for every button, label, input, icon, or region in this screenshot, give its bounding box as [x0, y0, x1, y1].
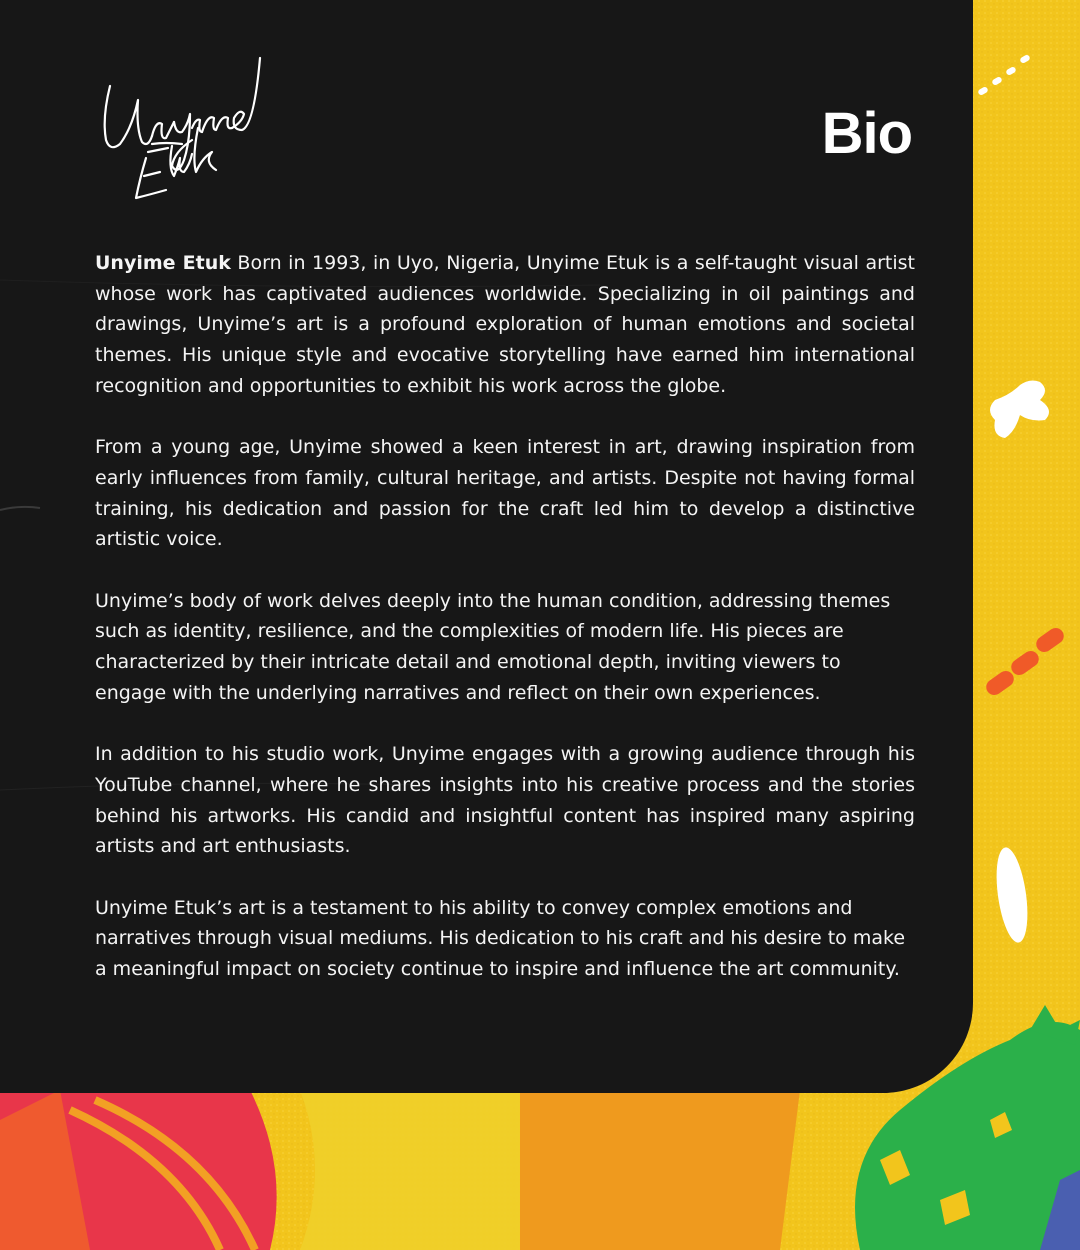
signature-image — [92, 48, 272, 218]
bio-paragraph-5: Unyime Etuk’s art is a testament to his ability to convey complex emotions and narratives through visual mediums. His dedication to his craft and his desire to make a meaningful impact on society continue to inspire and influence the art community. — [95, 896, 906, 981]
bio-paragraph-2: From a young age, Unyime showed a keen interest in art, drawing inspiration from early influences from family, cultural heritage, and artists. Despite not having formal training, his dedication and passion for the craft led him to develop a distinctive artistic voice. — [95, 436, 915, 551]
bio-paragraph-1-text: Born in 1993, in Uyo, Nigeria, Unyime Etuk is a self-taught visual artist whose work has captivated audiences worldwide. Specializing in oil paintings and drawings, Unyime’s art is a profound exploration of human emotions and societal themes. His unique style and evocative storytelling have earned him international recognition and opportunities to exhibit his work across the globe. — [95, 252, 916, 397]
bio-text — [95, 248, 915, 985]
bio-paragraph-1 — [95, 248, 915, 402]
bio-paragraph-3: Unyime’s body of work delves deeply into the human condition, addressing themes such as identity, resilience, and the complexities of modern life. His pieces are characterized by their intricate detail and emotional depth, inviting viewers to engage with the underlying narratives and reflect on their own experiences. — [95, 589, 891, 704]
bio-paragraph-4: In addition to his studio work, Unyime engages with a growing audience through his YouTube channel, where he shares insights into his creative process and the stories behind his artworks. His candid and insightful content has inspired many aspiring artists and art enthusiasts. — [95, 743, 915, 858]
artist-name: Unyime Etuk — [95, 252, 231, 274]
orange-patch — [520, 1090, 800, 1250]
page-title: Bio — [821, 101, 912, 166]
